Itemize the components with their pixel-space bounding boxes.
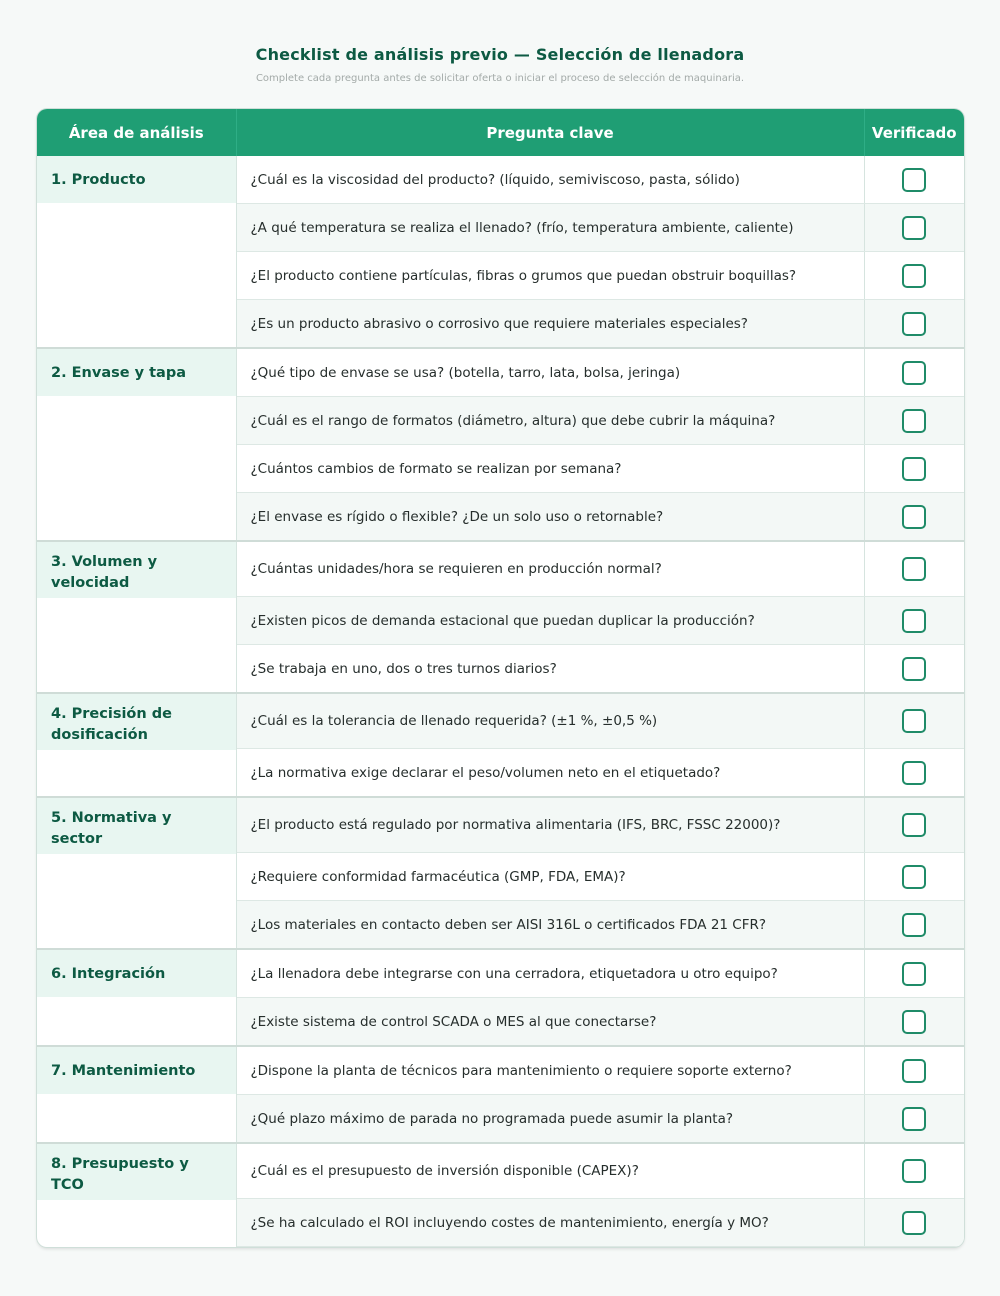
question-text: ¿Requiere conformidad farmacéutica (GMP, FDA, EMA)? <box>236 853 864 901</box>
verified-cell <box>864 901 964 950</box>
verified-checkbox[interactable] <box>902 1211 926 1235</box>
verified-cell <box>864 204 964 252</box>
verified-cell <box>864 397 964 445</box>
verified-cell <box>864 749 964 798</box>
verified-cell <box>864 445 964 493</box>
verified-checkbox[interactable] <box>902 505 926 529</box>
question-text: ¿Cuántos cambios de formato se realizan por semana? <box>236 445 864 493</box>
question-text: ¿Cuántas unidades/hora se requieren en producción normal? <box>236 541 864 597</box>
verified-checkbox[interactable] <box>902 1107 926 1131</box>
question-text: ¿A qué temperatura se realiza el llenado? (frío, temperatura ambiente, caliente) <box>236 204 864 252</box>
question-text: ¿Es un producto abrasivo o corrosivo que requiere materiales especiales? <box>236 300 864 349</box>
verified-checkbox[interactable] <box>902 1010 926 1034</box>
area-label: 5. Normativa y sector <box>37 798 236 854</box>
table-row <box>37 348 964 397</box>
area-label: 3. Volumen y velocidad <box>37 542 236 598</box>
area-cell <box>37 541 236 693</box>
verified-checkbox[interactable] <box>902 1159 926 1183</box>
question-text: ¿Cuál es el presupuesto de inversión disponible (CAPEX)? <box>236 1143 864 1199</box>
verified-checkbox[interactable] <box>902 813 926 837</box>
question-text: ¿Cuál es la viscosidad del producto? (líquido, semiviscoso, pasta, sólido) <box>236 156 864 204</box>
question-text: ¿La llenadora debe integrarse con una cerradora, etiquetadora u otro equipo? <box>236 949 864 998</box>
question-text: ¿El producto contiene partículas, fibras o grumos que puedan obstruir boquillas? <box>236 252 864 300</box>
column-header-verified: Verificado <box>864 109 964 156</box>
area-cell <box>37 1046 236 1143</box>
question-text: ¿Qué tipo de envase se usa? (botella, tarro, lata, bolsa, jeringa) <box>236 348 864 397</box>
area-label: 4. Precisión de dosificación <box>37 694 236 750</box>
verified-checkbox[interactable] <box>902 865 926 889</box>
verified-cell <box>864 645 964 694</box>
area-cell <box>37 797 236 949</box>
verified-cell <box>864 998 964 1047</box>
verified-cell <box>864 252 964 300</box>
question-text: ¿Los materiales en contacto deben ser AISI 316L o certificados FDA 21 CFR? <box>236 901 864 950</box>
table-row <box>37 693 964 749</box>
area-label: 6. Integración <box>37 950 236 997</box>
question-text: ¿El envase es rígido o flexible? ¿De un solo uso o retornable? <box>236 493 864 542</box>
verified-checkbox[interactable] <box>902 913 926 937</box>
column-header-area: Área de análisis <box>37 109 236 156</box>
question-text: ¿Cuál es la tolerancia de llenado requerida? (±1 %, ±0,5 %) <box>236 693 864 749</box>
verified-cell <box>864 797 964 853</box>
verified-checkbox[interactable] <box>902 1059 926 1083</box>
verified-checkbox[interactable] <box>902 657 926 681</box>
page-subtitle: Complete cada pregunta antes de solicitar oferta o iniciar el proceso de selección de maquinaria. <box>255 73 745 84</box>
question-text: ¿Se ha calculado el ROI incluyendo costes de mantenimiento, energía y MO? <box>236 1199 864 1247</box>
question-text: ¿Qué plazo máximo de parada no programada puede asumir la planta? <box>236 1095 864 1144</box>
verified-cell <box>864 156 964 204</box>
area-label: 7. Mantenimiento <box>37 1047 236 1094</box>
area-label: 8. Presupuesto y TCO <box>37 1144 236 1200</box>
verified-checkbox[interactable] <box>902 361 926 385</box>
verified-checkbox[interactable] <box>902 962 926 986</box>
verified-checkbox[interactable] <box>902 409 926 433</box>
question-text: ¿Se trabaja en uno, dos o tres turnos diarios? <box>236 645 864 694</box>
verified-cell <box>864 853 964 901</box>
question-text: ¿Existe sistema de control SCADA o MES al que conectarse? <box>236 998 864 1047</box>
area-cell <box>37 949 236 1046</box>
verified-checkbox[interactable] <box>902 168 926 192</box>
question-text: ¿Dispone la planta de técnicos para mantenimiento o requiere soporte externo? <box>236 1046 864 1095</box>
page-title: Checklist de análisis previo — Selección de llenadora <box>255 45 745 64</box>
verified-checkbox[interactable] <box>902 457 926 481</box>
table-row <box>37 156 964 204</box>
table-row <box>37 1143 964 1199</box>
table-row <box>37 949 964 998</box>
table-row <box>37 1046 964 1095</box>
checklist-table <box>37 109 964 1247</box>
verified-checkbox[interactable] <box>902 557 926 581</box>
verified-checkbox[interactable] <box>902 216 926 240</box>
area-cell <box>37 693 236 797</box>
verified-cell <box>864 1199 964 1247</box>
question-text: ¿Existen picos de demanda estacional que puedan duplicar la producción? <box>236 597 864 645</box>
column-header-question: Pregunta clave <box>236 109 864 156</box>
area-cell <box>37 1143 236 1247</box>
table-row <box>37 797 964 853</box>
question-text: ¿El producto está regulado por normativa alimentaria (IFS, BRC, FSSC 22000)? <box>236 797 864 853</box>
verified-checkbox[interactable] <box>902 312 926 336</box>
verified-checkbox[interactable] <box>902 761 926 785</box>
table-row <box>37 541 964 597</box>
question-text: ¿Cuál es el rango de formatos (diámetro, altura) que debe cubrir la máquina? <box>236 397 864 445</box>
verified-checkbox[interactable] <box>902 709 926 733</box>
verified-checkbox[interactable] <box>902 264 926 288</box>
area-label: 2. Envase y tapa <box>37 349 236 396</box>
verified-cell <box>864 541 964 597</box>
verified-cell <box>864 300 964 349</box>
area-cell <box>37 348 236 541</box>
verified-cell <box>864 693 964 749</box>
verified-cell <box>864 348 964 397</box>
verified-cell <box>864 1143 964 1199</box>
table-header-row <box>37 109 964 156</box>
area-label: 1. Producto <box>37 156 236 203</box>
verified-cell <box>864 949 964 998</box>
verified-cell <box>864 493 964 542</box>
verified-checkbox[interactable] <box>902 609 926 633</box>
checklist-card <box>37 109 964 1247</box>
question-text: ¿La normativa exige declarar el peso/volumen neto en el etiquetado? <box>236 749 864 798</box>
verified-cell <box>864 1046 964 1095</box>
verified-cell <box>864 597 964 645</box>
checklist-body <box>37 156 964 1247</box>
verified-cell <box>864 1095 964 1144</box>
area-cell <box>37 156 236 348</box>
